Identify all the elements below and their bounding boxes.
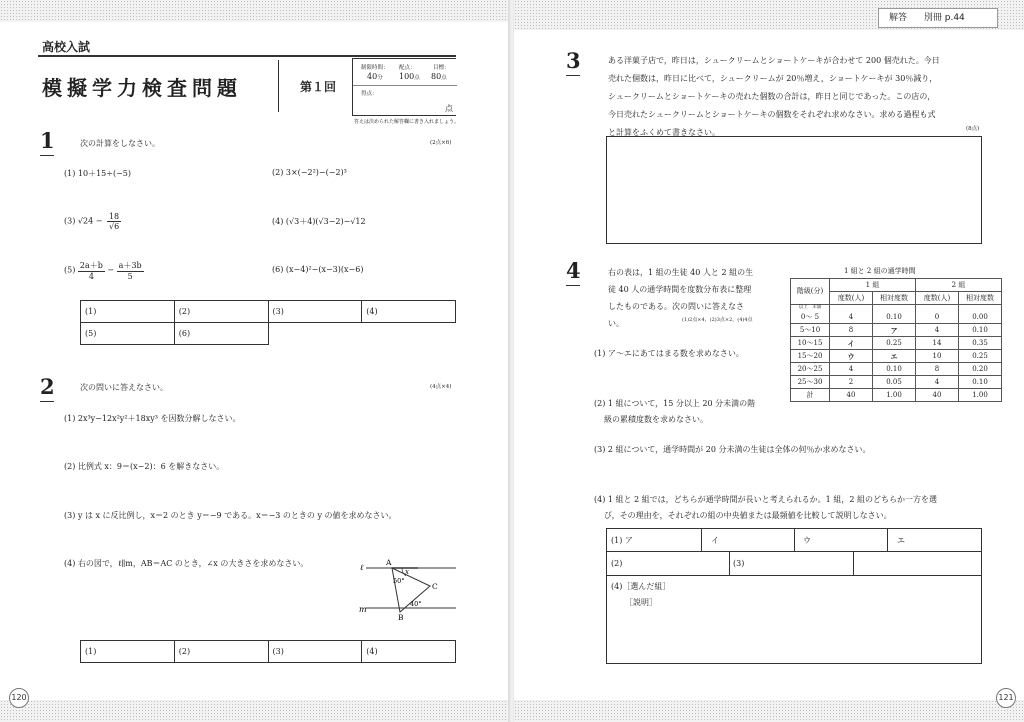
q4-points: (1)2点×4，(2)3点×2，(4)4点 bbox=[682, 317, 753, 323]
answer-reference bbox=[878, 8, 998, 28]
full-value: 100 bbox=[399, 72, 415, 81]
q1-answer-5[interactable]: (5) bbox=[81, 323, 175, 345]
th-rel2: 相対度数 bbox=[959, 292, 1002, 305]
th-rel1: 相対度数 bbox=[873, 292, 916, 305]
label-m: m bbox=[359, 605, 367, 614]
label-50: 50° bbox=[393, 577, 405, 585]
q4-number: 4 bbox=[566, 258, 581, 283]
table-row: 20〜25 4 0.10 8 0.20 bbox=[791, 363, 1002, 376]
q4-answer-e[interactable]: エ bbox=[897, 536, 905, 545]
q2-answer-1[interactable]: (1) bbox=[81, 641, 175, 663]
bottom-dot-band bbox=[0, 700, 510, 722]
q1-answer-3[interactable]: (3) bbox=[268, 301, 362, 323]
q1-answer-2[interactable]: (2) bbox=[174, 301, 268, 323]
q4-answer-4-explain[interactable]: ［説明］ bbox=[625, 598, 657, 607]
table-row: 10〜15 イ 0.25 14 0.35 bbox=[791, 337, 1002, 350]
q4-sub3: (3) 2 組について，通学時間が 20 分未満の生徒は全体の何％か求めなさい。 bbox=[594, 445, 871, 454]
q1-number: 1 bbox=[40, 128, 55, 153]
full-unit: 点 bbox=[414, 75, 420, 81]
divider bbox=[278, 60, 279, 112]
left-page bbox=[0, 0, 510, 722]
geometry-figure bbox=[358, 556, 458, 624]
table-row: 15〜20 ウ エ 10 0.25 bbox=[791, 350, 1002, 363]
class-note: 以上 未満 bbox=[791, 305, 830, 312]
table-row: 0〜 5 4 0.10 0 0.00 bbox=[791, 311, 1002, 324]
th-group1: 1 組 bbox=[830, 279, 916, 292]
label-40: 40° bbox=[410, 600, 422, 608]
q2-item-2: (2) 比例式 x：9＝(x−2)：6 を解きなさい。 bbox=[64, 462, 225, 471]
label-l: ℓ bbox=[360, 563, 364, 572]
q2-number-underline bbox=[40, 401, 54, 402]
q1-item-3: (3) √24 − $\frac{18}{√6}$ bbox=[64, 212, 120, 231]
q2-answer-table bbox=[80, 640, 456, 663]
score-label: 得点： bbox=[361, 91, 378, 97]
time-value: 40 bbox=[367, 72, 378, 81]
q2-item-1: (1) 2x³y−12x²y²＋18xy³ を因数分解しなさい。 bbox=[64, 414, 241, 423]
time-label: 制限時間： bbox=[361, 65, 389, 71]
q4-text: 右の表は，1 組の生徒 40 人と 2 組の生 徒 40 人の通学時間を度数分布表に整理 したものである。次の問いに答えなさ い。 bbox=[608, 268, 754, 328]
q4-answer-i[interactable]: イ bbox=[711, 536, 719, 545]
pass-label: 目標： bbox=[433, 65, 450, 71]
q2-number: 2 bbox=[40, 374, 55, 399]
q2-answer-4[interactable]: (4) bbox=[362, 641, 456, 663]
q2-answer-2[interactable]: (2) bbox=[174, 641, 268, 663]
label-x: x bbox=[405, 568, 409, 576]
frequency-table bbox=[790, 278, 1002, 402]
q2-item-3: (3) y は x に反比例し，x＝2 のとき y＝−9 である。x＝−3 のときの y の値を求めなさい。 bbox=[64, 511, 397, 520]
score-unit: 点 bbox=[445, 104, 453, 113]
q2-points: (4点×4) bbox=[430, 384, 452, 390]
q4-answer-area bbox=[606, 528, 982, 664]
q2-answer-3[interactable]: (3) bbox=[268, 641, 362, 663]
exam-type: 高校入試 bbox=[42, 40, 91, 54]
q3-text: ある洋菓子店で，昨日は，シュークリームとショートケーキが合わせて 200 個売れた。今日 売れた個数は，昨日に比べて，シュークリームが 20％増え，ショートケーキが 30％減り， シュークリームとショートケーキの売れた個数の合計は，昨日と同じであった。この店の， 今日売れたシュークリームとショートケーキの個数をそれぞれ求めなさい。求める過程も式 と計算をふくめて書きなさい。 bbox=[608, 56, 940, 137]
q1-number-underline bbox=[40, 155, 54, 156]
exam-title: 模擬学力検査問題 bbox=[42, 76, 242, 100]
q4-answer-a[interactable]: (1) ア bbox=[611, 536, 633, 545]
q3-answer-box[interactable] bbox=[606, 136, 982, 244]
q1-answer-table bbox=[80, 300, 456, 345]
answer-label: 解答 bbox=[889, 13, 908, 23]
q2-item-4: (4) 右の図で，ℓ∥m，AB＝AC のとき，∠x の大きさを求めなさい。 bbox=[64, 559, 309, 568]
th-class: 階級(分) bbox=[791, 279, 830, 305]
header-rule bbox=[38, 55, 456, 57]
right-page bbox=[514, 0, 1024, 722]
q4-sub4: (4) 1 組と 2 組では，どちらが通学時間が長いと考えられるか。1 組，2 組のどちらか一方を選 び，その理由を，それぞれの組の中央値または最頻値を比較して説明しなさい。 bbox=[594, 495, 937, 520]
pass-value: 80 bbox=[431, 72, 442, 81]
table-row: 5〜10 8 ア 4 0.10 bbox=[791, 324, 1002, 337]
label-C: C bbox=[432, 582, 438, 591]
q3-points: (8点) bbox=[966, 126, 980, 132]
q1-answer-4[interactable]: (4) bbox=[362, 301, 456, 323]
bottom-dot-band-right bbox=[514, 700, 1024, 722]
q1-item-2: (2) 3×(−2²)−(−2)³ bbox=[272, 168, 347, 177]
th-group2: 2 組 bbox=[916, 279, 1002, 292]
q1-item-6: (6) (x−4)²−(x−3)(x−6) bbox=[272, 265, 364, 274]
q3-number-underline bbox=[566, 75, 580, 76]
q1-item-5: (5) $\frac{2a+b}{4}$ − $\frac{a+3b}{5}$ bbox=[64, 261, 142, 281]
q4-answer-u[interactable]: ウ bbox=[803, 536, 811, 545]
q4-answer-3[interactable]: (3) bbox=[733, 559, 745, 568]
label-A: A bbox=[386, 558, 392, 567]
th-freq2: 度数(人) bbox=[916, 292, 959, 305]
q4-answer-2[interactable]: (2) bbox=[611, 559, 623, 568]
q3-number: 3 bbox=[566, 48, 581, 73]
full-label: 配点： bbox=[399, 65, 416, 71]
q4-sub1: (1) ア〜エにあてはまる数を求めなさい。 bbox=[594, 349, 744, 358]
q1-answer-1[interactable]: (1) bbox=[81, 301, 175, 323]
top-dot-band bbox=[0, 0, 510, 22]
table-row: 25〜30 2 0.05 4 0.10 bbox=[791, 376, 1002, 389]
page-number-right: 121 bbox=[996, 688, 1016, 708]
table-row: 計 40 1.00 40 1.00 bbox=[791, 389, 1002, 402]
time-unit: 分 bbox=[377, 75, 383, 81]
label-B: B bbox=[398, 613, 404, 622]
page-number-left: 120 bbox=[9, 688, 29, 708]
q4-number-underline bbox=[566, 285, 580, 286]
answer-note: 答えは決められた解答欄に書き入れましょう。 bbox=[354, 119, 460, 125]
q1-answer-6[interactable]: (6) bbox=[174, 323, 268, 345]
th-freq1: 度数(人) bbox=[830, 292, 873, 305]
q4-answer-4-group[interactable]: (4)［選んだ組］ bbox=[611, 582, 671, 591]
q1-item-1: (1) 10＋15÷(−5) bbox=[64, 169, 131, 178]
q1-points: (2点×6) bbox=[430, 140, 452, 146]
table-caption: 1 組と 2 組の通学時間 bbox=[844, 267, 916, 275]
q1-item-4: (4) (√3＋4)(√3−2)−√12 bbox=[272, 217, 366, 226]
book-page: 別冊 p.44 bbox=[923, 13, 965, 23]
score-box bbox=[352, 58, 456, 116]
pass-unit: 点 bbox=[441, 75, 447, 81]
round-label: 第１回 bbox=[300, 80, 337, 94]
q4-sub2: (2) 1 組について，15 分以上 20 分未満の階 級の累積度数を求めなさい。 bbox=[594, 399, 756, 424]
q2-instruction: 次の問いに答えなさい。 bbox=[80, 383, 168, 392]
q1-instruction: 次の計算をしなさい。 bbox=[80, 139, 160, 148]
